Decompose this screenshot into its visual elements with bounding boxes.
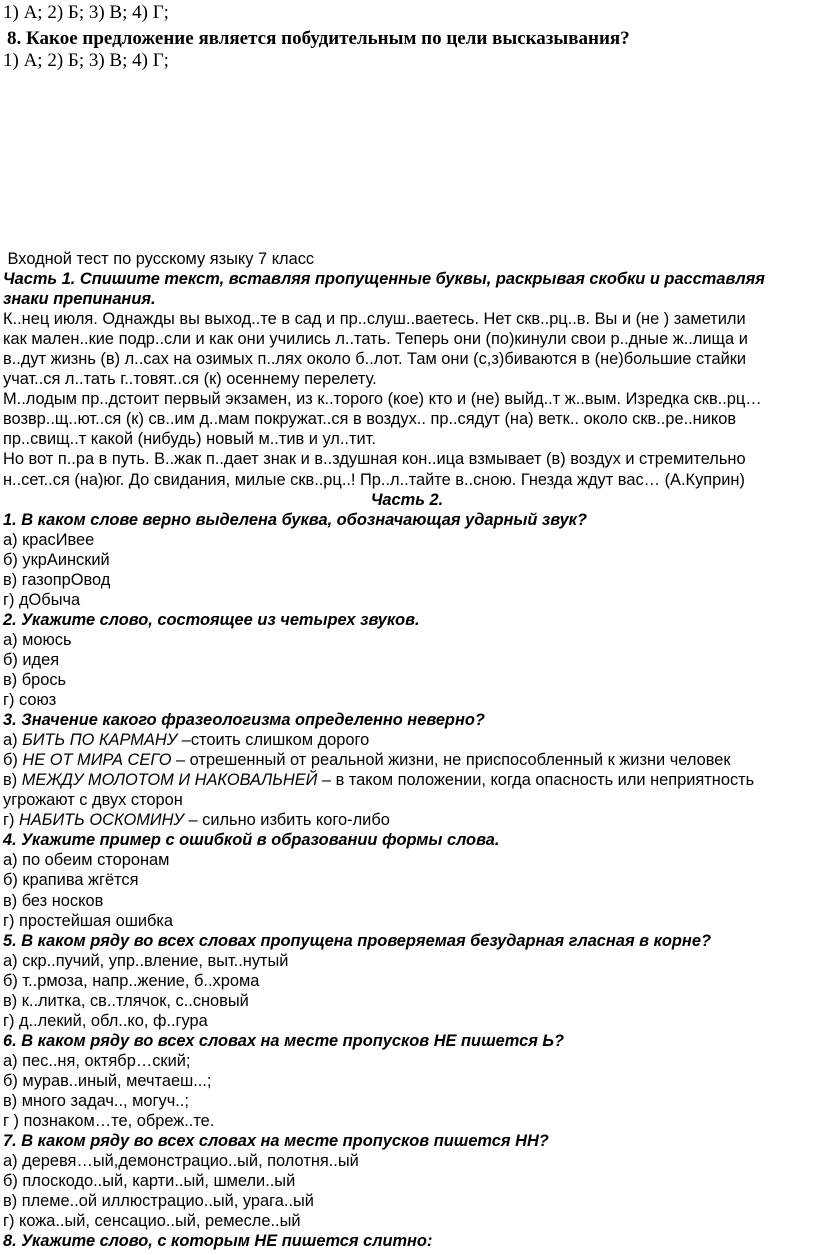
text-line: пр..свищ..т какой (нибудь) новый м..тив и ул..тит. (3, 430, 376, 449)
option: а) скр..пучий, упр..вление, выт..нутый (3, 951, 289, 970)
text-line: К..нец июля. Однажды вы выход..те в сад и пр..слуш..ваетесь. Нет скв..рц..в. Вы и (не ) заметили (3, 310, 746, 329)
option-prefix: г) (3, 811, 19, 830)
option: г) д..лекий, обл..ко, ф..гура (3, 1011, 208, 1030)
question-4: 4. Укажите пример с ошибкой в образовании формы слова. (3, 831, 500, 850)
option: а) пес..ня, октябр…ский; (3, 1051, 191, 1070)
part1-heading-cont: знаки препинания. (3, 290, 156, 309)
option: б) крапива жгётся (3, 871, 139, 890)
option: в) к..литка, св..тлячок, с..сновый (3, 991, 249, 1010)
option: г) простейшая ошибка (3, 911, 174, 930)
option: в) много задач.., могуч..; (3, 1091, 189, 1110)
question-8-heading: 8. Какое предложение является побудительным по цели высказывания? (7, 28, 630, 49)
option: б) укрАинский (3, 550, 110, 569)
question-1: 1. В каком слове верно выделена буква, обозначающая ударный звук? (3, 510, 588, 529)
option-prefix: в) (3, 771, 22, 790)
option-prefix: а) (3, 731, 23, 750)
idiom-meaning: – сильно избить кого-либо (183, 811, 390, 830)
idiom-meaning: – отрешенный от реальной жизни, не приспособленный к жизни человек (171, 751, 731, 770)
idiom: НАБИТЬ ОСКОМИНУ (19, 811, 184, 830)
question-5: 5. В каком ряду во всех словах пропущена проверяемая безударная гласная в корне? (3, 931, 711, 950)
option-prefix: б) (3, 751, 23, 770)
option: в) брось (3, 670, 67, 689)
answer-options-line: 1) А; 2) Б; 3) В; 4) Г; (3, 2, 169, 23)
option: а) по обеим сторонам (3, 851, 170, 870)
test-body (3, 249, 811, 1251)
option: а) моюсь (3, 630, 72, 649)
question-2: 2. Укажите слово, состоящее из четырех звуков. (3, 610, 420, 629)
answer-options-line: 1) А; 2) Б; 3) В; 4) Г; (3, 50, 169, 71)
option: а) деревя…ый,демонстрацио..ый, полотня..ый (3, 1152, 359, 1171)
question-8: 8. Укажите слово, с которым НЕ пишется слитно: (3, 1232, 433, 1251)
option: б) мурав..иный, мечтаеш...; (3, 1071, 212, 1090)
idiom: НЕ ОТ МИРА СЕГО (22, 751, 172, 770)
text-line: учат..ся л..тать г..товят..ся (к) осеннему перелету. (3, 370, 377, 389)
option: в) без носков (3, 891, 104, 910)
option: г) союз (3, 691, 57, 710)
option (3, 770, 811, 790)
text-line: возвр..щ..ют..ся (к) св..им д..мам покружат..ся в воздух.. пр..сядут (на) ветк.. около скв..ре..ников (3, 410, 737, 429)
idiom: БИТЬ ПО КАРМАНУ (22, 731, 178, 750)
part1-heading: Часть 1. Спишите текст, вставляя пропущенные буквы, раскрывая скобки и расставляя (3, 270, 765, 289)
option (3, 810, 811, 830)
option: б) плоскодо..ый, карти..ый, шмели..ый (3, 1172, 296, 1191)
option: б) т..рмоза, напр..жение, б..хрома (3, 971, 260, 990)
text-line: М..лодым пр..дстоит первый экзамен, из к..торого (кое) кто и (не) выйд..т ж..вым. Изредка скв..рц… (3, 390, 762, 409)
question-3: 3. Значение какого фразеологизма определенно неверно? (3, 711, 485, 730)
option (3, 730, 811, 750)
option (3, 750, 811, 770)
option: в) газопрОвод (3, 570, 111, 589)
text-line: Но вот п..ра в путь. В..жак п..дает знак и в..здушная кон..ица взмывает (в) воздух и стремительно (3, 450, 746, 469)
text-line: как мален..кие подр..сли и как они учились л..тать. Теперь они (по)кинули свои р..дные ж..лища и (3, 330, 748, 349)
option: в) племе..ой иллюстрацио..ый, урага..ый (3, 1192, 314, 1211)
option: а) красИвее (3, 530, 95, 549)
option: б) идея (3, 650, 60, 669)
option-continuation: угрожают с двух сторон (3, 791, 183, 810)
option: г ) познаком…те, обреж..те. (3, 1112, 215, 1131)
test-title: Входной тест по русскому языку 7 класс (3, 250, 315, 268)
idiom-meaning: –стоить слишком дорого (177, 731, 370, 750)
part2-heading: Часть 2. (370, 490, 444, 509)
option: г) дОбыча (3, 590, 81, 609)
option: г) кожа..ый, сенсацио..ый, ремесле..ый (3, 1212, 301, 1231)
question-7: 7. В каком ряду во всех словах на месте пропусков пишется НН? (3, 1132, 549, 1151)
idiom: МЕЖДУ МОЛОТОМ И НАКОВАЛЬНЕЙ (21, 771, 318, 790)
text-line: в..дут жизнь (в) л..сах на озимых п..лях около б..лот. Там они (с,з)биваются в (не)большие стайки (3, 350, 747, 369)
text-line: н..сет..ся (на)юг. До свидания, милые скв..рц..! Пр..л..тайте в..сною. Гнезда ждут вас… (А.Куприн) (3, 470, 745, 489)
question-6: 6. В каком ряду во всех словах на месте пропусков НЕ пишется Ь? (3, 1031, 565, 1050)
idiom-meaning: – в таком положении, когда опасность или неприятность (317, 771, 755, 790)
